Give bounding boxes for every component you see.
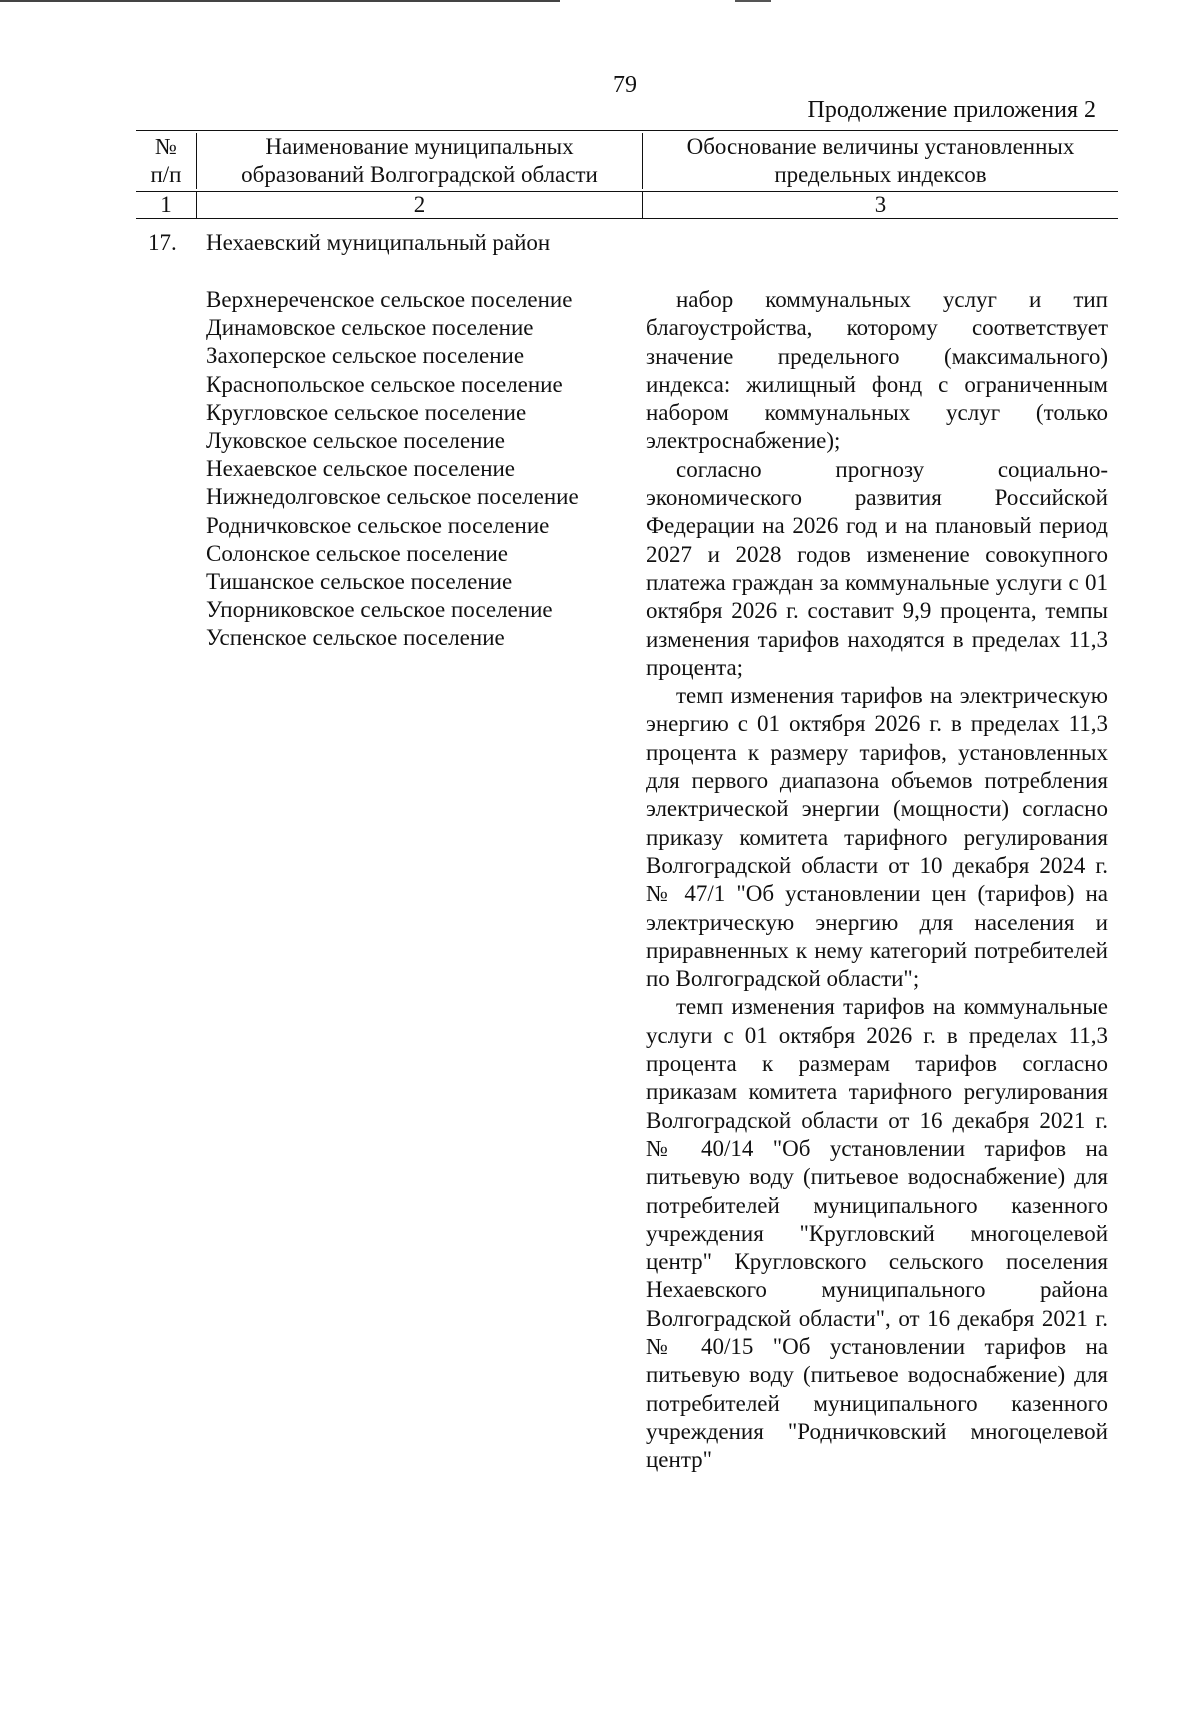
- continuation-label: Продолжение приложения 2: [807, 97, 1096, 123]
- justification-text: [646, 286, 1108, 1474]
- justification-paragraph-utility-tariffs: темп изменения тарифов на коммунальные услуги с 01 октября 2026 г. в пределах 11,3 процента к размерам тарифов согласно приказам комитета тарифного регулирования Волгоградской области от 16 декабря 2021 г. № 40/14 "Об установлении тарифов на питьевую воду (питьевое водоснабжение) для потребителей муниципального казенного учреждения "Кругловский многоцелевой центр" Кругловского сельского поселения Нехаевского муниципального района Волгоградской области", от 16 декабря 2021 г. № 40/15 "Об установлении тарифов на питьевую воду (питьевое водоснабжение) для потребителей муниципального казенного учреждения "Родничковский многоцелевой центр": [646, 994, 1108, 1473]
- col-number-header-line1: №: [155, 134, 177, 159]
- settlement-list: [206, 286, 626, 653]
- justification-paragraph-utilities-set: набор коммунальных услуг и тип благоустройства, которому соответствует значение предельного (максимального) индекса: жилищный фонд с ограниченным набором коммунальных услуг (только электроснабжение);: [646, 287, 1108, 454]
- settlement-item: Нижнедолговское сельское поселение: [206, 484, 579, 510]
- col-municipality-header-line2: образований Волгоградской области: [241, 162, 598, 187]
- settlement-item: Успенское сельское поселение: [206, 625, 505, 651]
- col-justification-header-line2: предельных индексов: [774, 162, 987, 187]
- settlement-item: Солонское сельское поселение: [206, 540, 508, 566]
- settlement-item: Краснопольское сельское поселение: [206, 371, 563, 397]
- justification-paragraph-forecast: согласно прогнозу социально-экономического развития Российской Федерации на 2026 год и на плановый период 2027 и 2028 годов изменение совокупного платежа граждан за коммунальные услуги с 01 октября 2026 г. составит 9,9 процента, темпы изменения тарифов находятся в пределах 11,3 процента;: [646, 456, 1108, 680]
- scan-edge-line: [0, 0, 560, 2]
- col-number-header: [136, 133, 197, 189]
- table-header-column-numbers: [136, 191, 1118, 218]
- scan-edge-mark: [735, 0, 771, 2]
- col-municipality-index: 2: [197, 192, 643, 218]
- col-number-index: 1: [136, 192, 197, 218]
- page-number: 79: [613, 72, 637, 98]
- section-number: 17.: [148, 230, 177, 255]
- justification-paragraph-electricity-tariff: темп изменения тарифов на электрическую энергию с 01 октября 2026 г. в пределах 11,3 процента к размеру тарифов, установленных для первого диапазона объемов потребления электрической энергии (мощности) согласно приказу комитета тарифного регулирования Волгоградской области от 10 декабря 2024 г. № 47/1 "Об установлении цен (тарифов) на электрическую энергию для населения и приравненных к нему категорий потребителей по Волгоградской области";: [646, 683, 1108, 992]
- col-number-header-line2: п/п: [150, 162, 182, 187]
- settlement-item: Упорниковское сельское поселение: [206, 597, 553, 623]
- settlement-item: Луковское сельское поселение: [206, 428, 505, 454]
- settlement-item: Кругловское сельское поселение: [206, 399, 527, 425]
- settlement-item: Нехаевское сельское поселение: [206, 456, 516, 482]
- table-header-titles: [136, 131, 1118, 191]
- col-municipality-header-line1: Наименование муниципальных: [265, 134, 574, 159]
- table-header: [136, 130, 1118, 219]
- col-justification-header-line1: Обоснование величины установленных: [686, 134, 1075, 159]
- settlement-item: Тишанское сельское поселение: [206, 569, 513, 595]
- col-justification-header: [643, 133, 1118, 189]
- col-municipality-header: [197, 133, 643, 189]
- col-justification-index: 3: [874, 192, 887, 217]
- settlement-item: Родничковское сельское поселение: [206, 512, 550, 538]
- section-title: Нехаевский муниципальный район: [206, 230, 551, 255]
- settlement-item: Динамовское сельское поселение: [206, 315, 534, 341]
- settlement-item: Верхнереченское сельское поселение: [206, 287, 573, 312]
- settlement-item: Захоперское сельское поселение: [206, 343, 525, 369]
